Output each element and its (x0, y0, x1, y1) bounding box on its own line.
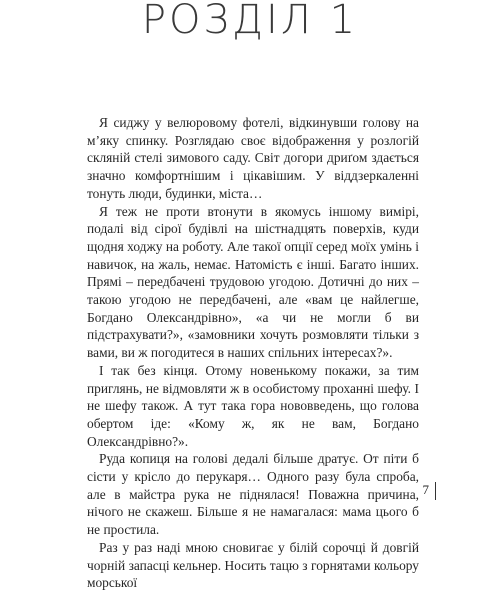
chapter-title: РОЗДІЛ 1 (141, 0, 359, 43)
paragraph: І так без кінця. Отому новенькому покажи, за тим приглянь, не відмовляти ж в особистому проханні шефу. І не шефу також. А тут така гора нововведень, що голова обертом іде: «Кому ж, як не вам, Богдано Олександрівно?». (87, 362, 419, 449)
paragraph: Руда копиця на голові дедалі більше дратує. От піти б сісти у крісло до перукаря… Одного разу була спроба, але в майстра рука не піднялася! Поважна причина, нічого не скажеш. Більше я не намагалася: мама цього б не простила. (87, 451, 419, 538)
page-footer (423, 482, 437, 500)
footer-rule (435, 482, 436, 500)
page-number: 7 (422, 482, 429, 497)
paragraph: Я сиджу у велюровому фотелі, відкинувши голову на м’яку спинку. Розглядаю своє відображення у розлогій скляній стелі зимового саду. Світ догори дриґом здається значно комфортнішим і цікавішим. У віддзеркаленні тонуть люди, будинки, міста… (87, 115, 419, 201)
paragraph: Я теж не проти втонути в якомусь іншому вимірі, подалі від сірої будівлі на шістнадцять поверхів, куди щодня ходжу на роботу. Але такої опції серед моїх умінь і навичок, на жаль, немає. Натомість є інші. Багато інших. Прямі – передбачені трудовою угодою. Дотичні до них – такою угодою не передбачені, але «вам це найлегше, Богдано Олександрівно», «а чи не могли б ви підстрахувати?», «замовники хочуть розмовляти тільки з вами, ви ж погодитеся в наших спільних інтересах?». (87, 203, 419, 361)
body-text (87, 114, 419, 592)
paragraph: Раз у раз наді мною сновигає у білій сорочці й довгій чорній запасці кельнер. Носить тацю з горнятами кольору морської (87, 539, 419, 591)
